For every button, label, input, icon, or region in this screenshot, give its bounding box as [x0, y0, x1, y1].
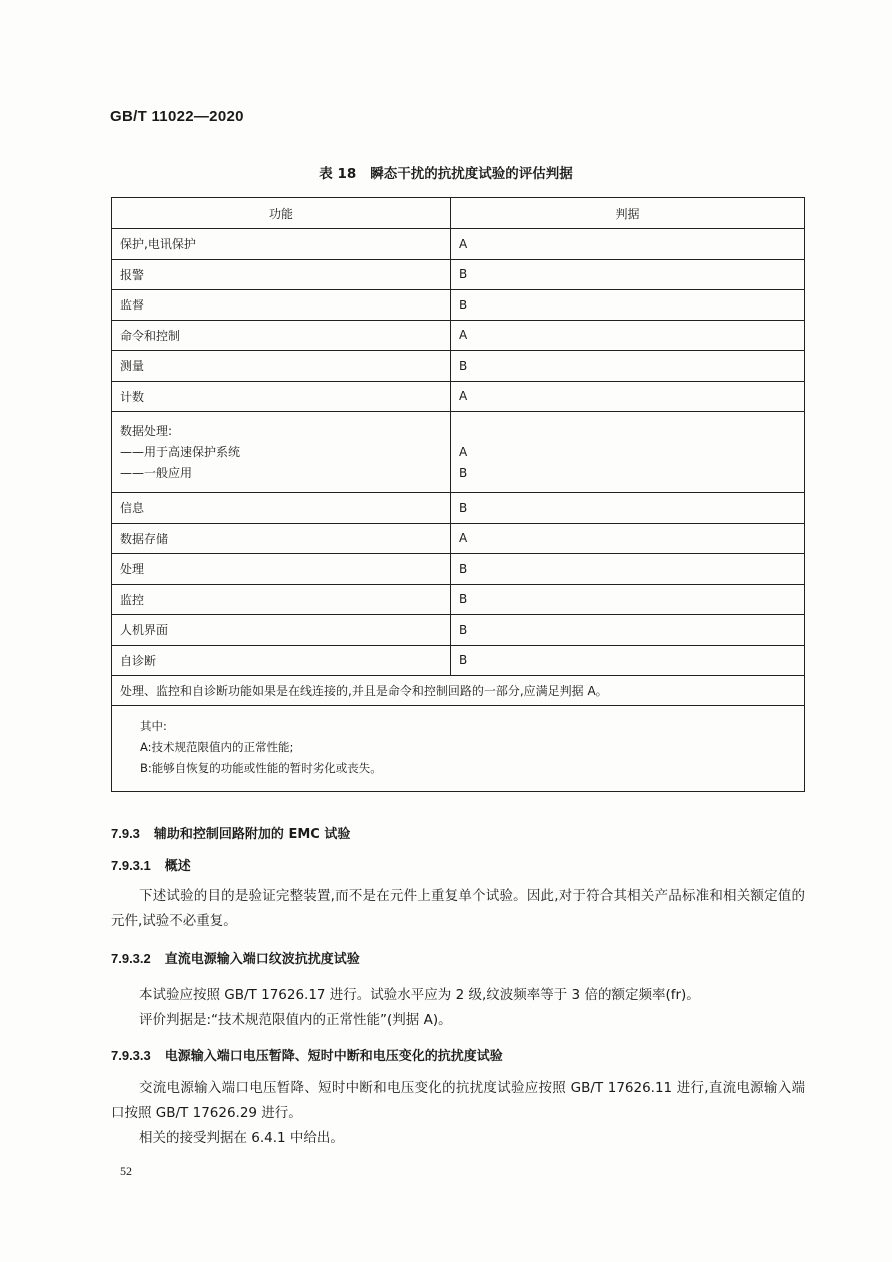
function-cell: 自诊断: [112, 645, 451, 676]
header-criteria: 判据: [451, 198, 805, 229]
paragraph-acceptance: 相关的接受判据在 6.4.1 中给出。: [139, 1130, 344, 1146]
table-number: 表 18: [319, 166, 357, 182]
function-cell: [112, 412, 451, 493]
paragraph-ripple-line1: 本试验应按照 GB/T 17626.17 进行。试验水平应为 2 级,纹波频率等于 3 倍的额定频率(fr)。: [139, 987, 700, 1003]
criteria-cell: B: [451, 290, 805, 321]
section-heading-7-9-3-1: [111, 855, 191, 874]
section-number: 7.9.3.1: [111, 858, 151, 873]
section-number: 7.9.3.3: [111, 1048, 151, 1063]
data-processing-sub1-criteria: A: [459, 444, 468, 459]
function-cell: 计数: [112, 381, 451, 412]
table-caption: [0, 162, 892, 182]
table-row: [112, 320, 805, 351]
table-row: [112, 229, 805, 260]
paragraph-ripple-line2: 评价判据是:“技术规范限值内的正常性能”(判据 A)。: [139, 1012, 452, 1028]
header-function: 功能: [112, 198, 451, 229]
table-row: [112, 554, 805, 585]
criteria-cell: A: [451, 381, 805, 412]
function-cell: 命令和控制: [112, 320, 451, 351]
section-heading-7-9-3-2: [111, 948, 360, 967]
section-title: 辅助和控制回路附加的 EMC 试验: [153, 827, 351, 842]
page-number: 52: [120, 1164, 132, 1178]
criteria-cell: B: [451, 645, 805, 676]
table-row: [112, 259, 805, 290]
function-cell: 人机界面: [112, 615, 451, 646]
table-row: [112, 615, 805, 646]
evaluation-criteria-table: [111, 197, 805, 792]
function-cell: 处理: [112, 554, 451, 585]
table-row: [112, 351, 805, 382]
legend-b: B:能够自恢复的功能或性能的暂时劣化或丧失。: [140, 761, 382, 775]
table-row: [112, 523, 805, 554]
criteria-cell: [451, 412, 805, 493]
section-number: 7.9.3: [111, 826, 140, 841]
data-processing-sub1: ——用于高速保护系统: [120, 444, 241, 459]
table-row: [112, 290, 805, 321]
table-row: [112, 645, 805, 676]
section-title: 电源输入端口电压暂降、短时中断和电压变化的抗扰度试验: [164, 1049, 503, 1064]
criteria-cell: B: [451, 351, 805, 382]
function-cell: 监控: [112, 584, 451, 615]
table-note: 处理、监控和自诊断功能如果是在线连接的,并且是命令和控制回路的一部分,应满足判据 A。: [112, 676, 805, 706]
data-processing-sub2: ——一般应用: [120, 465, 193, 480]
criteria-cell: A: [451, 229, 805, 260]
table-legend-row: [112, 706, 805, 792]
table-header-row: [112, 198, 805, 229]
function-cell: 保护,电讯保护: [112, 229, 451, 260]
criteria-cell: A: [451, 523, 805, 554]
criteria-cell: A: [451, 320, 805, 351]
table-title: 瞬态干扰的抗扰度试验的评估判据: [370, 166, 573, 182]
function-cell: 信息: [112, 493, 451, 524]
standard-code: GB/T 11022—2020: [110, 108, 244, 125]
section-title: 概述: [164, 859, 191, 874]
legend-title: 其中:: [140, 719, 167, 733]
criteria-cell: B: [451, 615, 805, 646]
section-heading-7-9-3: [111, 823, 350, 842]
criteria-cell: B: [451, 584, 805, 615]
data-processing-sub2-criteria: B: [459, 465, 468, 480]
paragraph-voltage-dips: 交流电源输入端口电压暂降、短时中断和电压变化的抗扰度试验应按照 GB/T 17626.11 进行,直流电源输入端口按照 GB/T 17626.29 进行。: [111, 1080, 805, 1121]
function-cell: 测量: [112, 351, 451, 382]
section-heading-7-9-3-3: [111, 1045, 503, 1064]
criteria-cell: B: [451, 554, 805, 585]
criteria-cell: B: [451, 493, 805, 524]
function-cell: 报警: [112, 259, 451, 290]
paragraph-overview: 下述试验的目的是验证完整装置,而不是在元件上重复单个试验。因此,对于符合其相关产品标准和相关额定值的元件,试验不必重复。: [111, 888, 805, 929]
table-row-data-processing: [112, 412, 805, 493]
criteria-cell: B: [451, 259, 805, 290]
function-cell: 监督: [112, 290, 451, 321]
function-cell: 数据存储: [112, 523, 451, 554]
legend-a: A:技术规范限值内的正常性能;: [140, 740, 294, 754]
section-title: 直流电源输入端口纹波抗扰度试验: [164, 952, 360, 967]
table-row: [112, 493, 805, 524]
table-note-row: [112, 676, 805, 706]
data-processing-label: 数据处理:: [120, 423, 173, 438]
table-row: [112, 381, 805, 412]
table-row: [112, 584, 805, 615]
table-legend: [112, 706, 805, 792]
section-number: 7.9.3.2: [111, 951, 151, 966]
